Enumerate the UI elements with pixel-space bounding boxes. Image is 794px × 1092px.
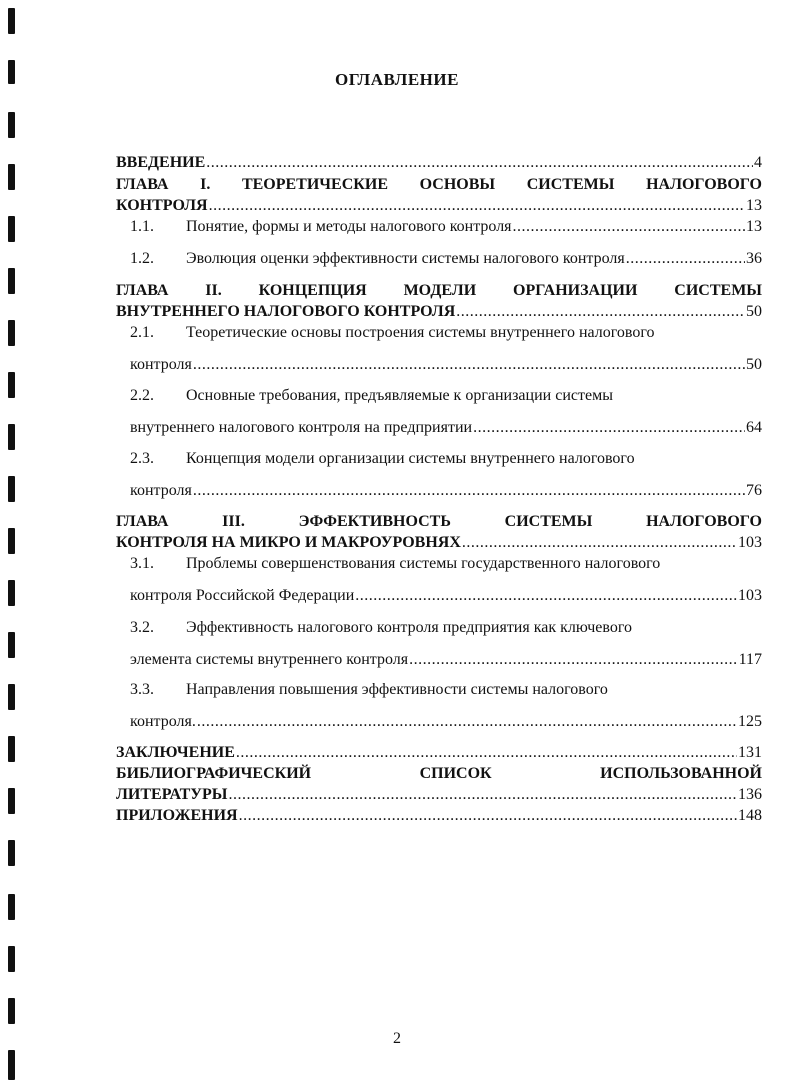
toc-label: контроля bbox=[130, 482, 192, 499]
toc-label: КОНТРОЛЯ НА МИКРО И МАКРОУРОВНЯХ bbox=[116, 534, 461, 551]
toc-entry-2-1[interactable] bbox=[116, 323, 762, 343]
toc-page: 131 bbox=[738, 744, 762, 761]
toc-label: внутреннего налогового контроля на предприятии bbox=[130, 419, 473, 436]
toc-entry-3-1-cont[interactable] bbox=[116, 586, 762, 606]
toc-entry-chapter-1[interactable] bbox=[116, 175, 762, 195]
toc-page: 36 bbox=[746, 250, 762, 267]
toc-entry-2-2-cont[interactable] bbox=[116, 418, 762, 438]
toc-number: 2.3. bbox=[130, 450, 154, 467]
toc-page: 117 bbox=[738, 651, 762, 668]
toc-label: КОНТРОЛЯ bbox=[116, 197, 208, 214]
toc-label: ЗАКЛЮЧЕНИЕ bbox=[116, 744, 235, 761]
page-number: 2 bbox=[393, 1030, 401, 1047]
toc-number: 3.3. bbox=[130, 681, 154, 698]
toc-entry-3-2-cont[interactable] bbox=[116, 650, 762, 670]
toc-number: 2.1. bbox=[130, 324, 154, 341]
toc-entry-3-1[interactable] bbox=[116, 554, 762, 574]
toc-page: 13 bbox=[746, 218, 762, 235]
toc-entry-chapter-2[interactable] bbox=[116, 281, 762, 301]
toc-page: 76 bbox=[746, 482, 762, 499]
toc-entry-bibliography[interactable] bbox=[116, 764, 762, 784]
toc-entry-2-3[interactable] bbox=[116, 449, 762, 469]
toc-entry-chapter-3[interactable] bbox=[116, 512, 762, 532]
toc-entry-3-3-cont[interactable] bbox=[116, 712, 762, 732]
toc-entry-intro[interactable] bbox=[116, 153, 762, 173]
toc-label: Основные требования, предъявляемые к организации системы bbox=[186, 387, 613, 404]
toc-number: 2.2. bbox=[130, 387, 154, 404]
toc-page: 50 bbox=[746, 356, 762, 373]
toc-label: ВНУТРЕННЕГО НАЛОГОВОГО КОНТРОЛЯ bbox=[116, 303, 456, 320]
toc-entry-2-1-cont[interactable] bbox=[116, 355, 762, 375]
toc-label: контроля. bbox=[130, 713, 196, 730]
toc-page: 148 bbox=[738, 807, 762, 824]
toc-label: ГЛАВА III. ЭФФЕКТИВНОСТЬ СИСТЕМЫ НАЛОГОВОГО bbox=[116, 513, 762, 530]
toc-entry-conclusion[interactable] bbox=[116, 743, 762, 763]
toc-label: ГЛАВА I. ТЕОРЕТИЧЕСКИЕ ОСНОВЫ СИСТЕМЫ НАЛОГОВОГО bbox=[116, 176, 762, 193]
toc-label: Эволюция оценки эффективности системы налогового контроля bbox=[186, 250, 625, 267]
toc-label: контроля bbox=[130, 356, 192, 373]
toc-entry-chapter-2-cont[interactable] bbox=[116, 302, 762, 322]
toc-number: 3.2. bbox=[130, 619, 154, 636]
toc-entry-2-2[interactable] bbox=[116, 386, 762, 406]
toc-label: Теоретические основы построения системы внутреннего налогового bbox=[186, 324, 655, 341]
toc-label: ЛИТЕРАТУРЫ bbox=[116, 786, 228, 803]
toc-entry-appendix[interactable] bbox=[116, 806, 762, 826]
toc-entry-bibliography-cont[interactable] bbox=[116, 785, 762, 805]
toc-entry-2-3-cont[interactable] bbox=[116, 481, 762, 501]
toc-label: Концепция модели организации системы внутреннего налогового bbox=[186, 450, 635, 467]
toc-label: Понятие, формы и методы налогового контроля bbox=[186, 218, 512, 235]
toc-page: 64 bbox=[746, 419, 762, 436]
toc-page: 103 bbox=[738, 587, 762, 604]
toc-page: 136 bbox=[738, 786, 762, 803]
toc-label: ВВЕДЕНИЕ bbox=[116, 154, 206, 171]
toc-entry-1-1[interactable] bbox=[116, 217, 762, 237]
page-title: ОГЛАВЛЕНИЕ bbox=[335, 70, 459, 89]
toc-label: ГЛАВА II. КОНЦЕПЦИЯ МОДЕЛИ ОРГАНИЗАЦИИ СИСТЕМЫ bbox=[116, 282, 762, 299]
toc-page: 13 bbox=[746, 197, 762, 214]
toc-entry-3-2[interactable] bbox=[116, 618, 762, 638]
toc-label: Эффективность налогового контроля предприятия как ключевого bbox=[186, 619, 632, 636]
toc-number: 3.1. bbox=[130, 555, 154, 572]
toc-page: 125 bbox=[738, 713, 762, 730]
toc-number: 1.2. bbox=[130, 250, 154, 267]
toc-page: 103 bbox=[738, 534, 762, 551]
toc-entry-1-2[interactable] bbox=[116, 249, 762, 269]
toc-label: ПРИЛОЖЕНИЯ bbox=[116, 807, 238, 824]
toc-entry-chapter-3-cont[interactable] bbox=[116, 533, 762, 553]
toc-page: 50 bbox=[746, 303, 762, 320]
toc-label: БИБЛИОГРАФИЧЕСКИЙ СПИСОК ИСПОЛЬЗОВАННОЙ bbox=[116, 765, 762, 782]
toc-label: Проблемы совершенствования системы государственного налогового bbox=[186, 555, 661, 572]
toc-entry-3-3[interactable] bbox=[116, 680, 762, 700]
toc-number: 1.1. bbox=[130, 218, 154, 235]
toc-label: контроля Российской Федерации bbox=[130, 587, 355, 604]
toc-label: Направления повышения эффективности системы налогового bbox=[186, 681, 608, 698]
toc-label: элемента системы внутреннего контроля bbox=[130, 651, 409, 668]
toc-page: 4 bbox=[754, 154, 762, 171]
toc-entry-chapter-1-cont[interactable] bbox=[116, 196, 762, 216]
